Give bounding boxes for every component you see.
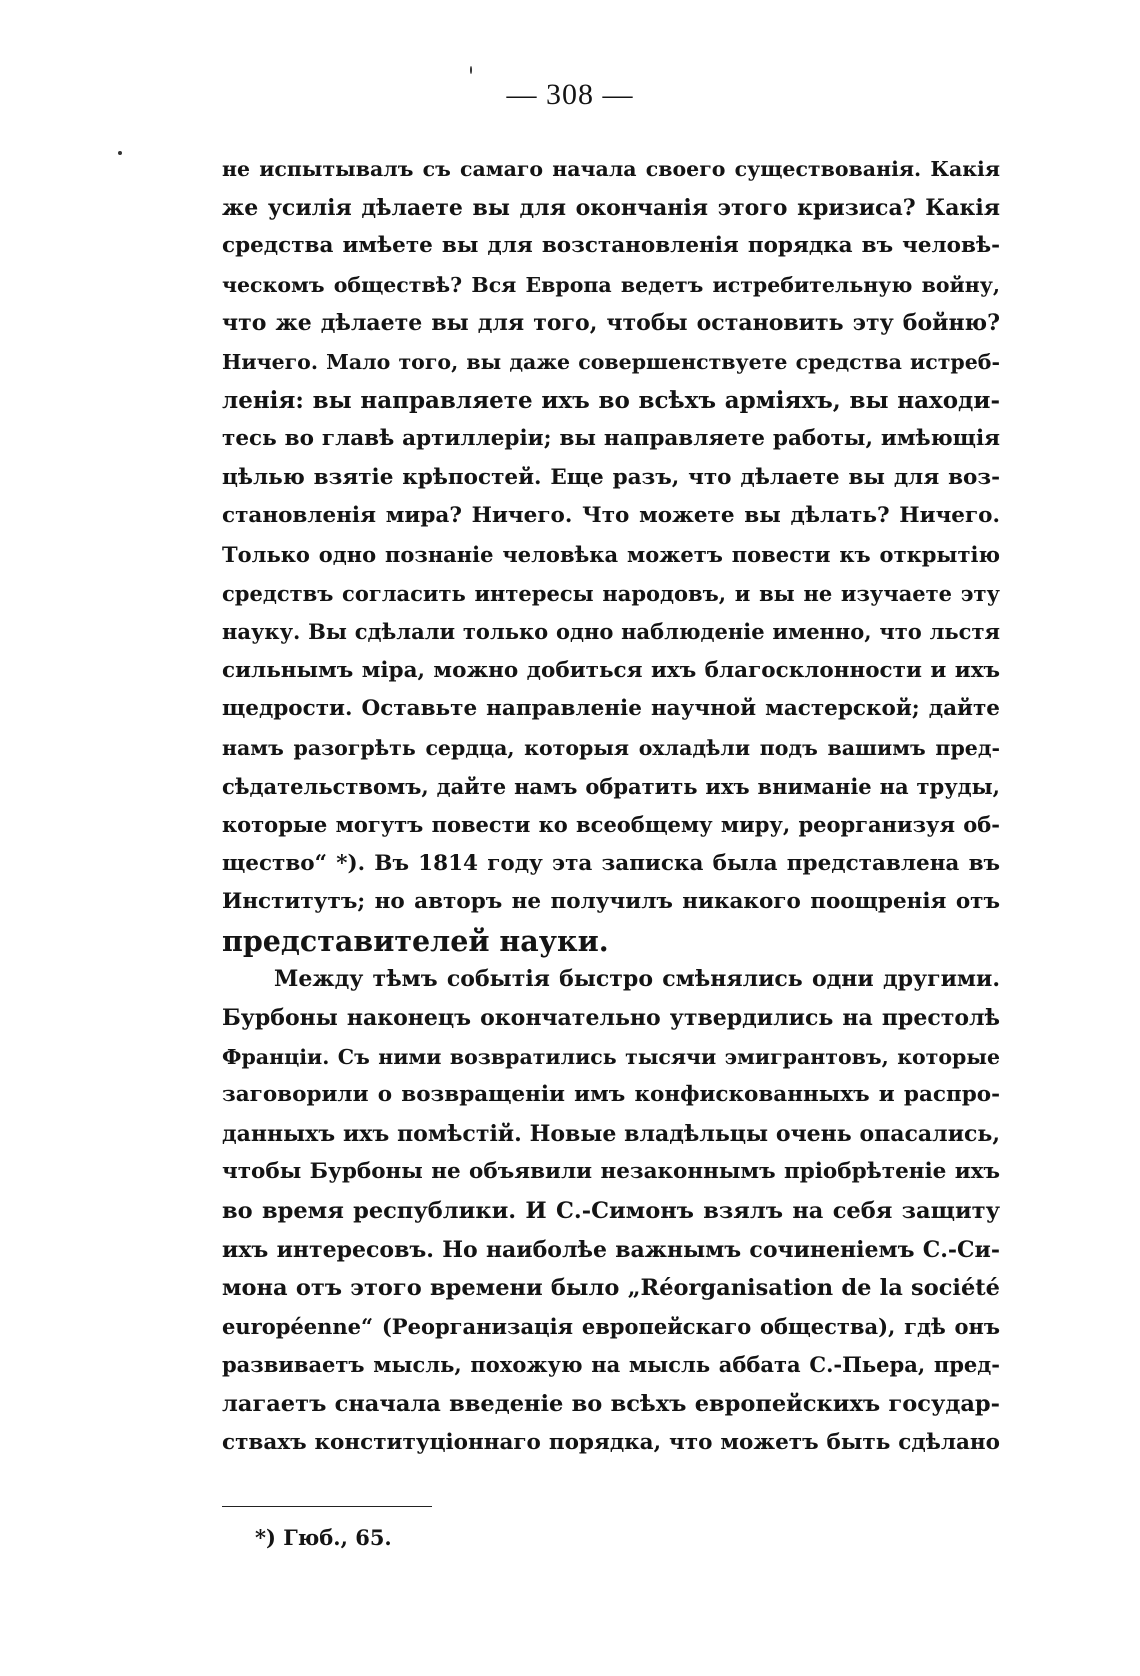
text-line: же усилія дѣлаете вы для окончанія этого кризиса? Какія [222, 194, 1000, 221]
text-line: развиваетъ мысль, похожую на мысль аббата С.-Пьера, пред- [222, 1352, 1000, 1378]
text-line: Только одно познаніе человѣка можетъ повести къ открытію [222, 541, 1000, 567]
text-line: чтобы Бурбоны не объявили незаконнымъ пріобрѣтеніе ихъ [222, 1159, 1000, 1185]
text-line: намъ разогрѣть сердца, которыя охладѣли подъ вашимъ пред- [222, 735, 1000, 760]
text-line: Франціи. Съ ними возвратились тысячи эмигрантовъ, которые [222, 1044, 1000, 1069]
text-line: заговорили о возвращеніи имъ конфискованныхъ и распро- [222, 1082, 1000, 1108]
text-line: представителей науки. [222, 923, 609, 958]
text-line: во время республики. И С.-Симонъ взялъ на себя защиту [222, 1198, 1000, 1225]
text-line: данныхъ ихъ помѣстій. Новые владѣльцы очень опасались, [222, 1120, 1000, 1147]
text-line: науку. Вы сдѣлали только одно наблюденіе именно, что льстя [222, 619, 1000, 645]
text-line: становленія мира? Ничего. Что можете вы дѣлать? Ничего. [222, 503, 1000, 529]
text-line: мона отъ этого времени было „Réorganisation de la société [222, 1275, 1000, 1302]
text-line: Ничего. Мало того, вы даже совершенствуете средства истреб- [222, 349, 1000, 374]
text-line: не испытывалъ съ самаго начала своего существованія. Какія [222, 157, 1000, 181]
text-line: тесь во главѣ артиллеріи; вы направляете работы, имѣющія [222, 426, 1000, 452]
text-line: сильнымъ міра, можно добиться ихъ благосклонности и ихъ [222, 657, 1000, 683]
text-line: сѣдательствомъ, дайте намъ обратить ихъ вниманіе на труды, [222, 773, 1000, 799]
text-line: Бурбоны наконецъ окончательно утвердились на престолѣ [222, 1005, 1000, 1032]
text-line: ихъ интересовъ. Но наиболѣе важнымъ сочиненіемъ С.-Си- [222, 1236, 1000, 1263]
print-speck [118, 151, 122, 155]
text-line: лагаетъ сначала введеніе во всѣхъ европейскихъ государ- [222, 1391, 1000, 1417]
body-text [222, 150, 1000, 1462]
text-line: ческомъ обществѣ? Вся Европа ведетъ истребительную войну, [222, 272, 1000, 297]
text-line: средства имѣете вы для возстановленія порядка въ человѣ- [222, 233, 1000, 259]
text-line: européenne“ (Реорганизація европейскаго общества), гдѣ онъ [222, 1313, 1000, 1339]
footnote: *) Гюб., 65. [255, 1525, 392, 1550]
text-line: щество“ *). Въ 1814 году эта записка была представлена въ [222, 850, 1000, 876]
footnote-divider [222, 1506, 432, 1507]
text-line: ствахъ конституціоннаго порядка, что можетъ быть сдѣлано [222, 1429, 1000, 1455]
text-line: цѣлью взятіе крѣпостей. Еще разъ, что дѣлаете вы для воз- [222, 464, 1000, 490]
print-speck [470, 66, 472, 74]
text-line: Между тѣмъ событія быстро смѣнялись одни другими. [274, 966, 1000, 993]
page-number: — 308 — [506, 78, 634, 111]
text-line: что же дѣлаете вы для того, чтобы остановить эту бойню? [222, 310, 1000, 337]
text-line: средствъ согласить интересы народовъ, и вы не изучаете эту [222, 580, 1000, 606]
text-line: которые могутъ повести ко всеобщему миру, реорганизуя об- [222, 812, 1000, 838]
text-line: Институтъ; но авторъ не получилъ никакого поощренія отъ [222, 889, 1000, 915]
text-line: ленія: вы направляете ихъ во всѣхъ арміяхъ, вы находи- [222, 386, 1000, 414]
text-line: щедрости. Оставьте направленіе научной мастерской; дайте [222, 696, 1000, 722]
